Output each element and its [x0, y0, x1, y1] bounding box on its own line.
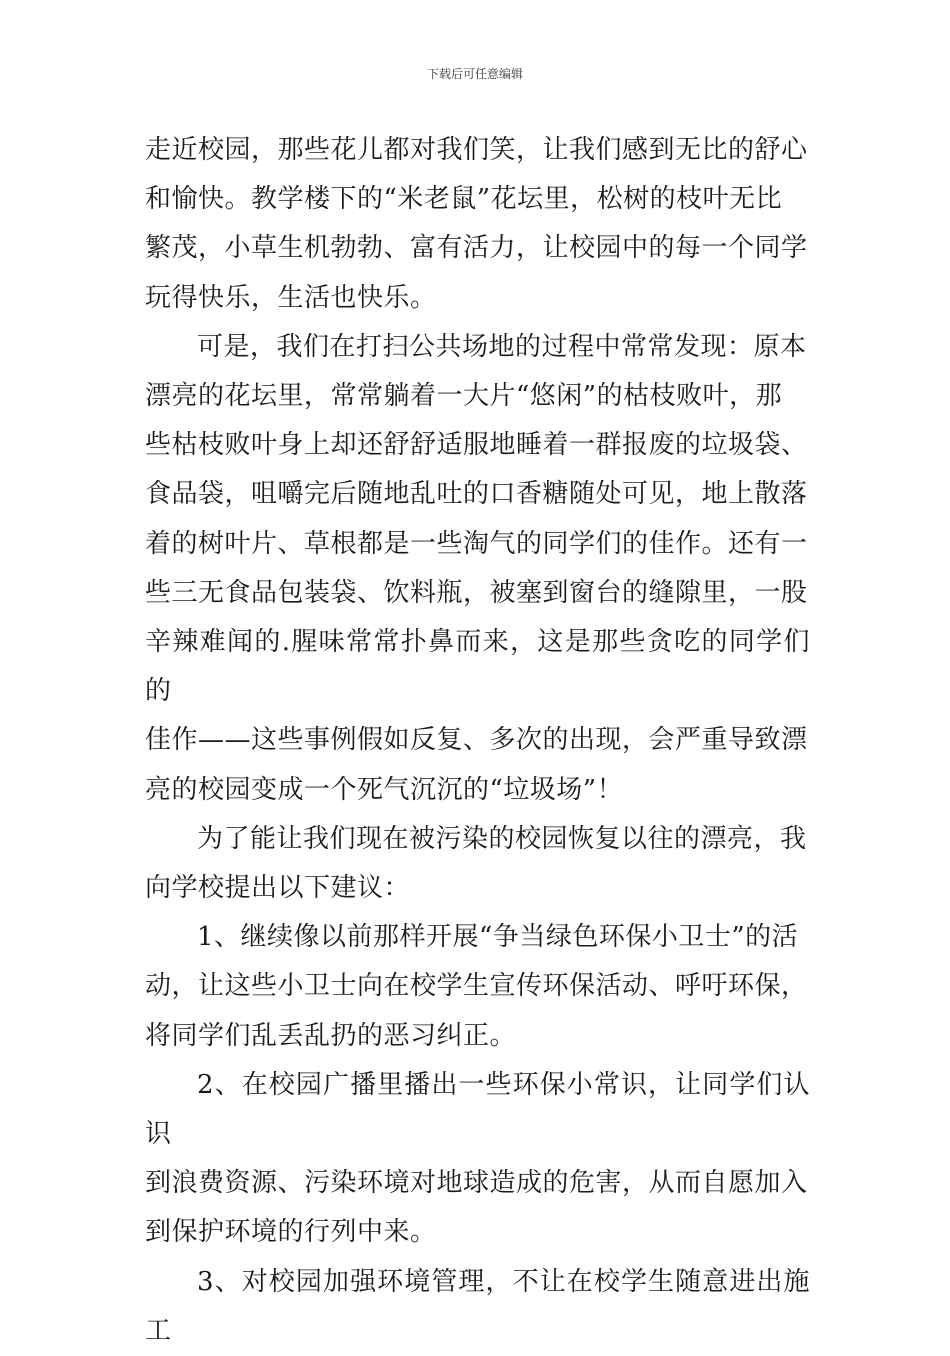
text-line: 将同学们乱丢乱扔的恶习纠正。	[145, 1020, 517, 1051]
page-header-note: 下载后可任意编辑	[426, 67, 523, 81]
text-line: 走近校园，那些花儿都对我们笑，让我们感到无比的舒心	[145, 135, 808, 165]
text-line: 到保护环境的行列中来。	[145, 1217, 437, 1248]
text-line: 繁茂，小草生机勃勃、富有活力，让校园中的每一个同学	[145, 233, 808, 264]
text-line: 可是，我们在打扫公共场地的过程中常常发现：原本	[197, 331, 807, 362]
paragraph-intro	[145, 126, 810, 323]
paragraph-suggestion-3	[145, 1258, 810, 1356]
text-line: 到浪费资源、污染环境对地球造成的危害，从而自愿加入	[145, 1168, 808, 1199]
paragraph-suggestion-2	[145, 1061, 810, 1258]
text-line: 1、继续像以前那样开展“争当绿色环保小卫士”的活	[197, 922, 799, 953]
text-line: 2、在校园广播里播出一些环保小常识，让同学们认识	[145, 1069, 810, 1150]
document-body	[145, 126, 810, 1356]
text-line: 为了能让我们现在被污染的校园恢复以往的漂亮，我	[197, 823, 807, 854]
text-line: 辛辣难闻的.腥味常常扑鼻而来，这是那些贪吃的同学们的	[145, 627, 810, 707]
text-line: 向学校提出以下建议：	[145, 873, 411, 904]
paragraph-problem	[145, 323, 810, 815]
text-line: 和愉快。教学楼下的“米老鼠”花坛里，松树的枝叶无比	[145, 184, 783, 215]
text-line: 动，让这些小卫士向在校学生宣传环保活动、呼吁环保，	[145, 971, 808, 1002]
text-line: 漂亮的花坛里，常常躺着一大片“悠闲”的枯枝败叶，那	[145, 381, 783, 412]
text-line: 些三无食品包装袋、饮料瓶，被塞到窗台的缝隙里，一股	[145, 577, 808, 608]
paragraph-proposal-intro	[145, 815, 810, 913]
text-line: 玩得快乐，生活也快乐。	[145, 282, 437, 313]
text-line: 佳作——这些事例假如反复、多次的出现，会严重导致漂	[145, 725, 808, 756]
text-line: 着的树叶片、草根都是一些淘气的同学们的佳作。还有一	[145, 528, 808, 559]
paragraph-suggestion-1	[145, 913, 810, 1061]
text-line: 食品袋，咀嚼完后随地乱吐的口香糖随处可见，地上散落	[145, 479, 808, 510]
text-line: 亮的校园变成一个死气沉沉的“垃圾场”！	[145, 774, 624, 805]
text-line: 3、对校园加强环境管理，不让在校学生随意进出施工	[145, 1266, 810, 1346]
text-line: 些枯枝败叶身上却还舒舒适服地睡着一群报废的垃圾袋、	[145, 430, 808, 461]
